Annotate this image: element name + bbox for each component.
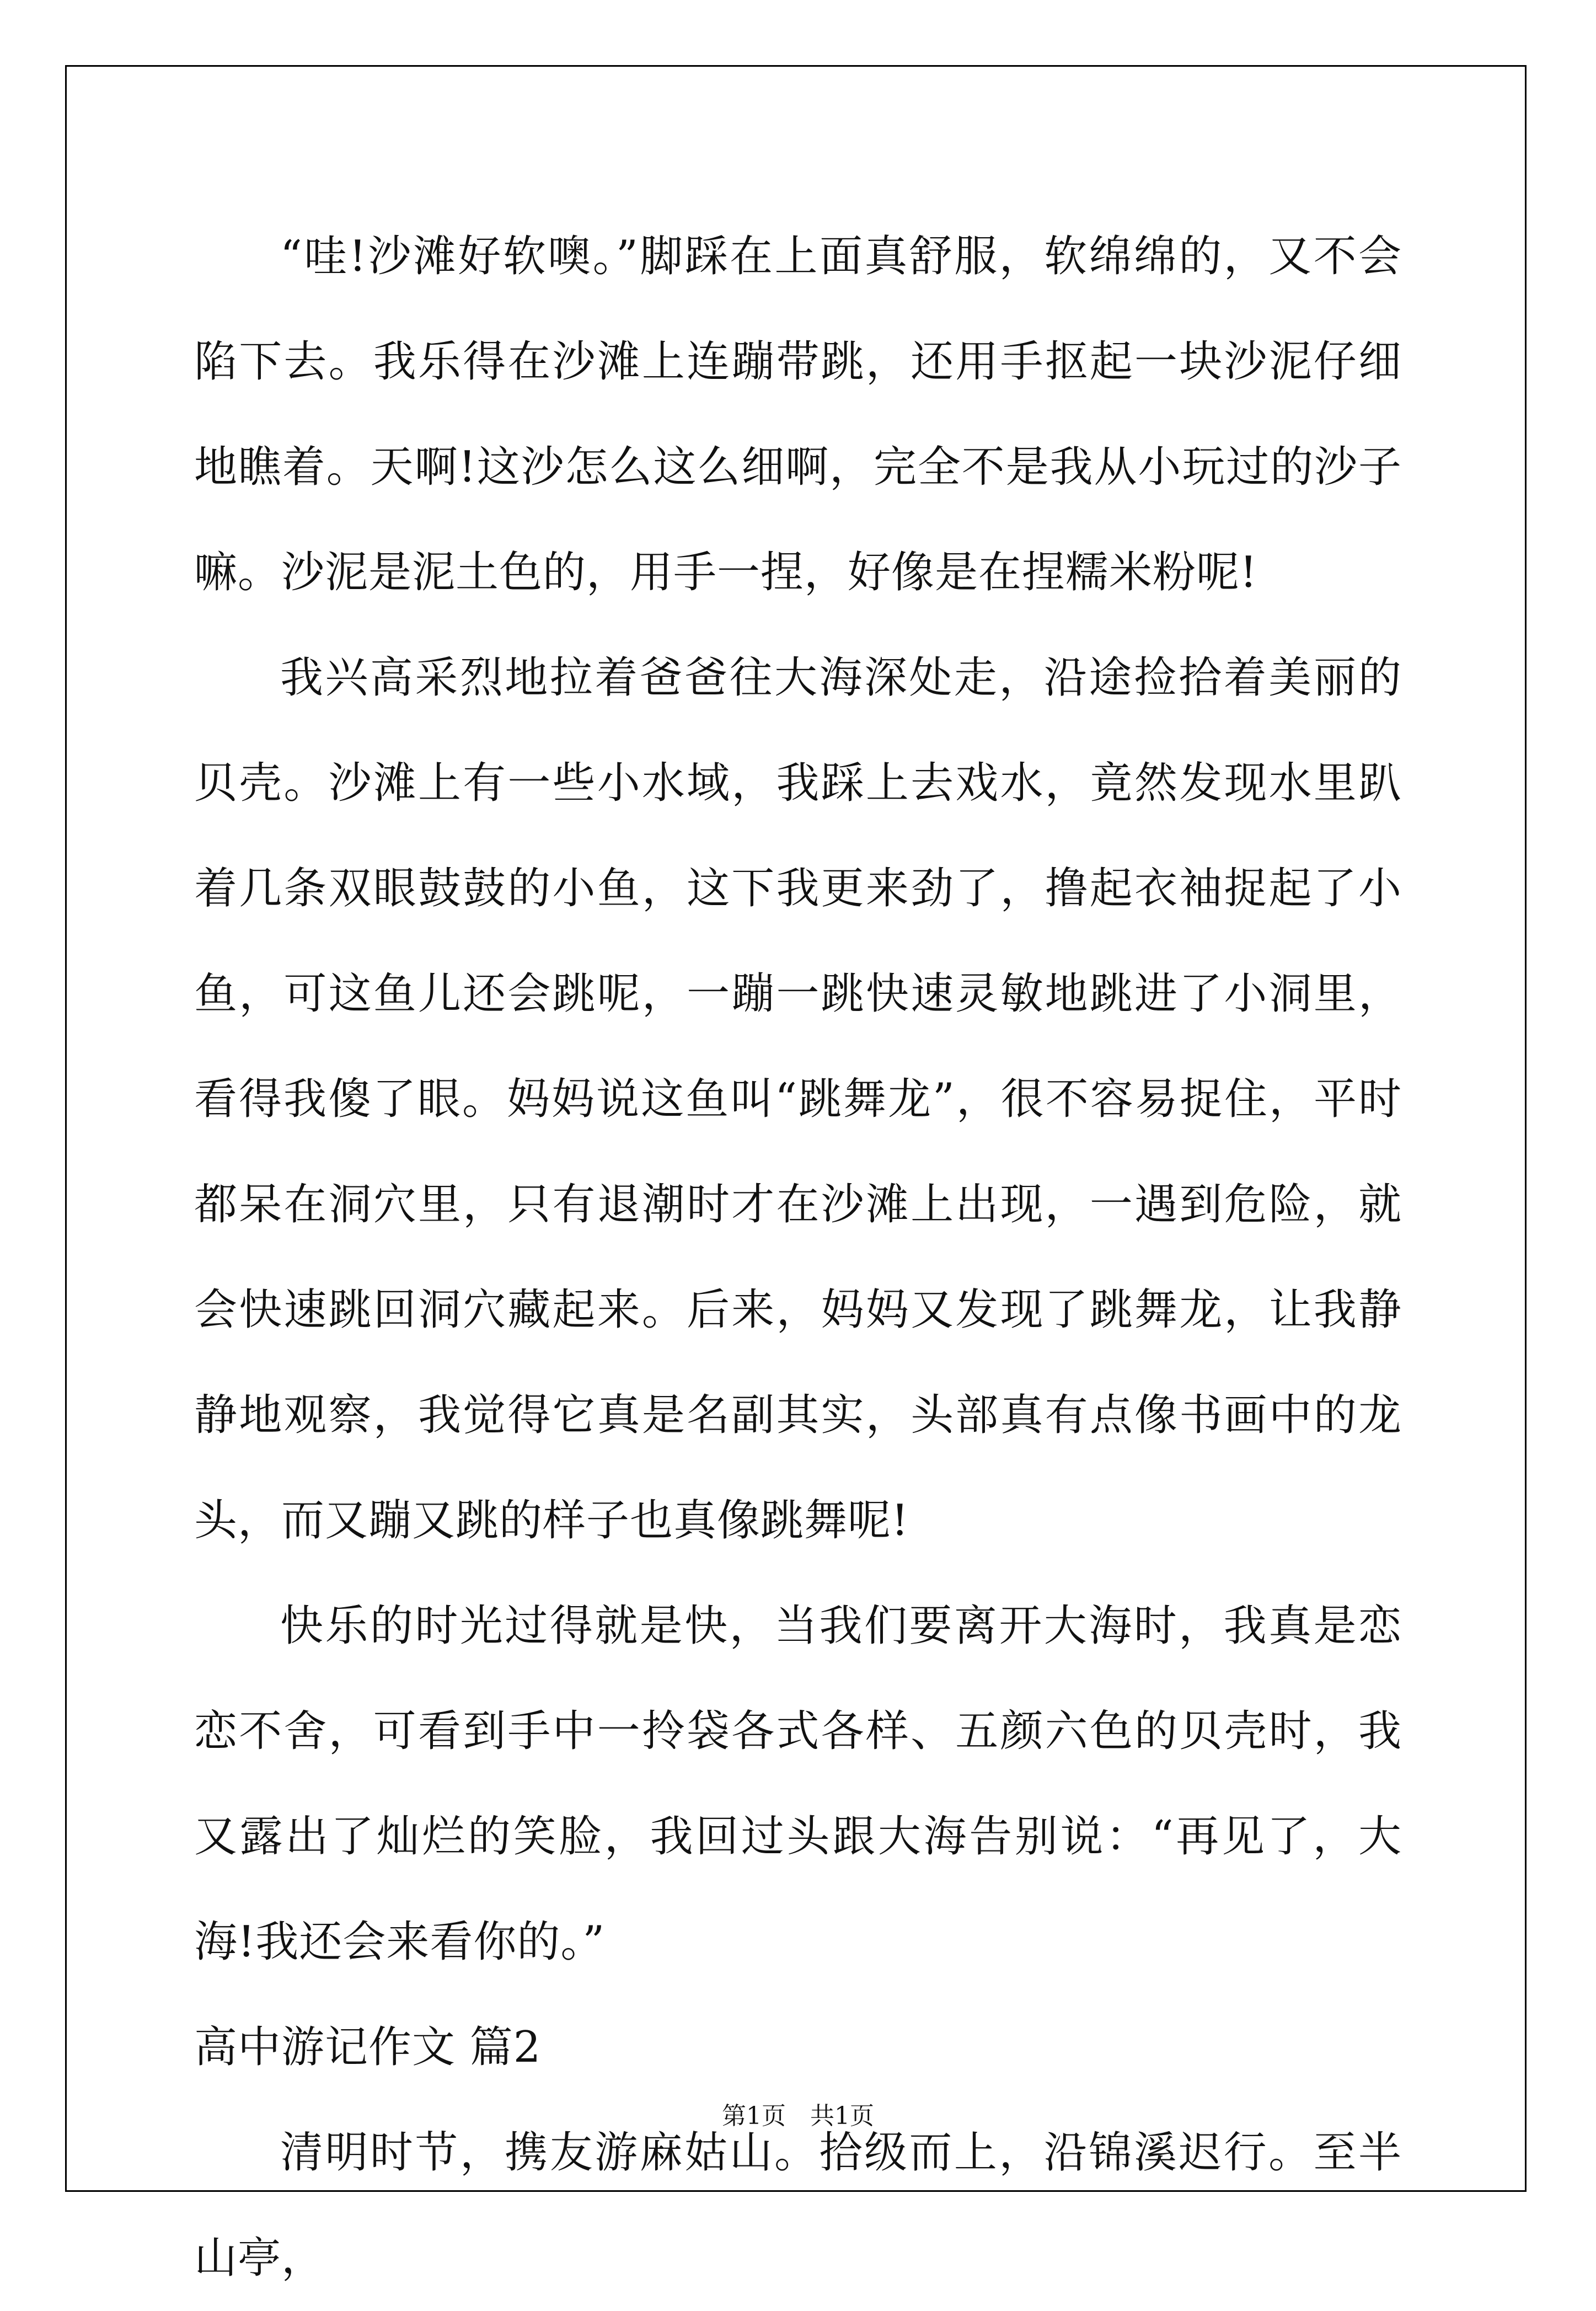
paragraph-3: 快乐的时光过得就是快，当我们要离开大海时，我真是恋恋不舍，可看到手中一拎袋各式各样、五颜六色的贝壳时，我又露出了灿烂的笑脸，我回过头跟大海告别说：“再见了，大海!我还会来看你的。” <box>194 1601 1402 1967</box>
page-footer <box>0 2096 1596 2131</box>
document-body <box>194 204 1402 2311</box>
section-heading: 高中游记作文 篇2 <box>194 2023 542 2072</box>
page-number-current: 第1页 <box>722 2102 786 2130</box>
page-number-total: 共1页 <box>810 2102 874 2130</box>
paragraph-2: 我兴高采烈地拉着爸爸往大海深处走，沿途捡拾着美丽的贝壳。沙滩上有一些小水域，我踩上去戏水，竟然发现水里趴着几条双眼鼓鼓的小鱼，这下我更来劲了，撸起衣袖捉起了小鱼，可这鱼儿还会跳呢，一蹦一跳快速灵敏地跳进了小洞里，看得我傻了眼。妈妈说这鱼叫“跳舞龙”，很不容易捉住，平时都呆在洞穴里，只有退潮时才在沙滩上出现，一遇到危险，就会快速跳回洞穴藏起来。后来，妈妈又发现了跳舞龙，让我静静地观察，我觉得它真是名副其实，头部真有点像书画中的龙头，而又蹦又跳的样子也真像跳舞呢! <box>194 653 1402 1545</box>
paragraph-1: “哇!沙滩好软噢。”脚踩在上面真舒服，软绵绵的，又不会陷下去。我乐得在沙滩上连蹦带跳，还用手抠起一块沙泥仔细地瞧着。天啊!这沙怎么这么细啊，完全不是我从小玩过的沙子嘛。沙泥是泥土色的，用手一捏，好像是在捏糯米粉呢! <box>194 232 1402 597</box>
paragraph-4: 清明时节，携友游麻姑山。拾级而上，沿锦溪迟行。至半山亭， <box>194 2128 1402 2283</box>
